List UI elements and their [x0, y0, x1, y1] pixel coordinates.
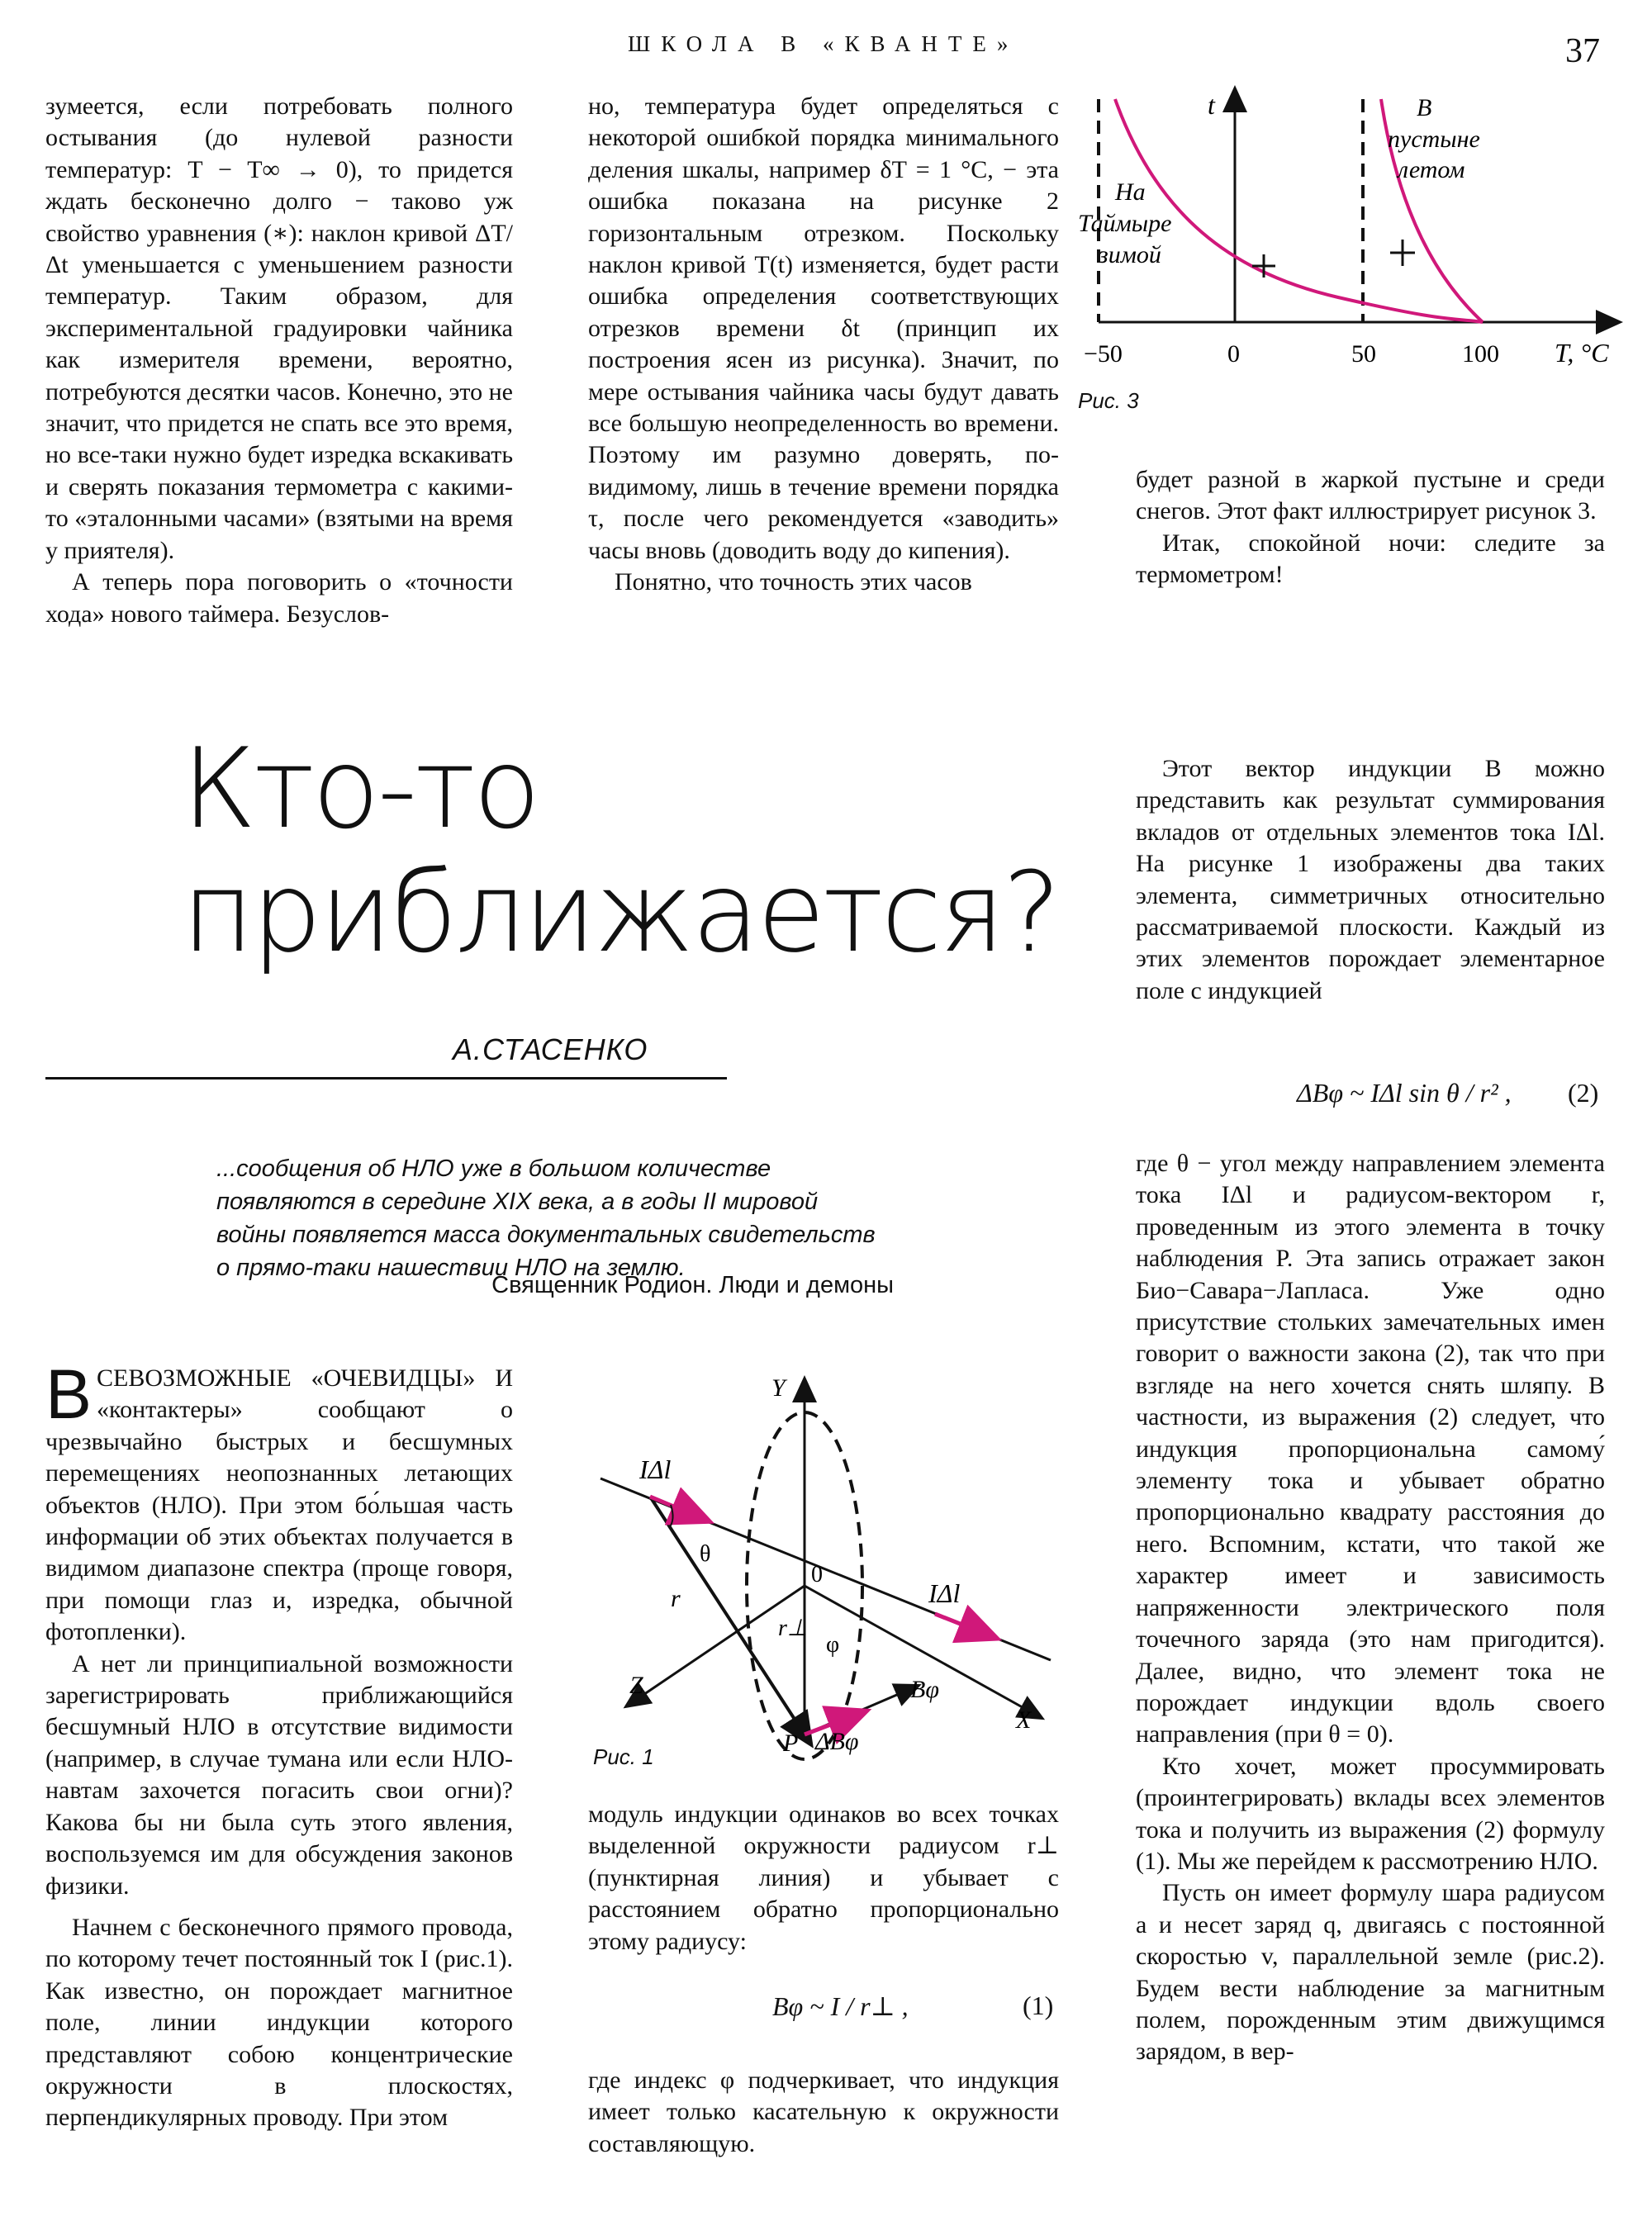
paragraph: Начнем с бесконечного прямого провода, по которому течет постоянный ток I (рис.1). Как известно, он порождает магнитное поле, линии индукции которого представляют собою концентрические окружности в плоскостях, перпендикулярных проводу. При этом	[45, 1913, 513, 2132]
article-title	[182, 724, 1059, 977]
page-number: 37	[1565, 32, 1600, 70]
tick-label: −50	[1084, 340, 1123, 368]
x-axis-label: T, °C	[1555, 338, 1609, 368]
label-theta: θ	[700, 1541, 711, 1567]
paragraph: А нет ли принципиальной возможности зарегистрировать приближающийся бесшумный НЛО в отсутствие видимости (например, в случае тумана или если НЛО-навтам захочется погасить свои огни)? Какова бы ни была суть этого явления, воспользуемся им для обсуждения законов физики.	[45, 1649, 513, 1900]
tick-label: 50	[1351, 340, 1376, 368]
tick-label: 0	[1227, 340, 1240, 368]
column-1-top	[45, 91, 513, 630]
paragraph: зумеется, если потребовать полного остывания (до нулевой разности температур: T − T∞ → 0), то придется ждать бесконечно долго − таково уж свойство уравнения (∗): наклон кривой ΔT/Δt уменьшается с уменьшением разности температур. Таким образом, для экспериментальной градуировки чайника как измерителя времени, вероятно, потребуются десятки часов. Конечно, это не значит, что придется не спать все это время, но все-таки нужно будет изредка вскакивать и сверять показания термометра с какими-то «эталонными часами» (взятыми на время у приятеля).	[45, 93, 513, 564]
figure-3-caption: Рис. 3	[1078, 388, 1139, 413]
column-3-bottom	[1136, 1148, 1605, 2068]
paragraph	[45, 1355, 513, 1649]
label-desert: летом	[1398, 156, 1465, 183]
column-2-bottom-end	[588, 2065, 1059, 2160]
tick-label: 100	[1462, 340, 1499, 368]
column-2-bottom	[588, 1799, 1059, 1957]
column-2-top	[588, 91, 1059, 599]
paragraph: модуль индукции одинаков во всех точках выделенной окружности радиусом r⊥ (пунктирная линия) и убывает с расстоянием обратно пропорционально этому радиусу:	[588, 1801, 1059, 1955]
title-rule	[45, 1077, 727, 1080]
label-B-phi: Bφ	[910, 1676, 939, 1703]
label-r: r	[671, 1585, 681, 1612]
label-current-left: IΔl	[639, 1454, 672, 1484]
paragraph: будет разной в жаркой пустыне и среди снегов. Этот факт иллюстрирует рисунок 3.	[1136, 466, 1605, 525]
current-element-right	[935, 1614, 983, 1633]
drop-cap: В	[45, 1355, 93, 1433]
label-taimyr: На	[1115, 178, 1146, 206]
paragraph: Итак, спокойной ночи: следите за термометром!	[1136, 529, 1605, 589]
paragraph: А теперь пора поговорить о «точности хода» нового таймера. Безуслов-	[45, 568, 513, 628]
column-1-bottom	[45, 1355, 513, 2134]
label-desert: В	[1417, 94, 1432, 121]
paragraph: где индекс φ подчеркивает, что индукция имеет только касательную к окружности составляющую.	[588, 2067, 1059, 2157]
author: А.СТАСЕНКО	[453, 1032, 648, 1066]
epigraph: ...сообщения об НЛО уже в большом количестве появляются в середине XIX века, а в годы II мировой войны появляется масса документальных свидетельств о прямо-таки нашествии НЛО на землю.	[216, 1155, 876, 1281]
label-X: X	[1016, 1706, 1032, 1734]
paragraph: Понятно, что точность этих часов	[615, 568, 972, 596]
figure-3	[1066, 83, 1635, 380]
label-Y: Y	[771, 1374, 786, 1402]
label-current-right: IΔl	[928, 1578, 961, 1608]
formula-1: Bφ ~ I / r⊥ ,	[772, 1991, 909, 2021]
column-3-top	[1136, 464, 1605, 591]
column-3-article-top	[1136, 753, 1605, 1007]
label-r-perp: r⊥	[778, 1616, 808, 1641]
running-head: ШКОЛА В «КВАНТЕ»	[628, 31, 1019, 56]
paragraph: Этот вектор индукции B можно представить как результат суммирования вкладов от отдельных элементов тока IΔl. На рисунке 1 изображены два таких элемента, симметричных относительно рассматриваемой плоскости. Каждый из этих элементов порождает элементарное поле с индукцией	[1136, 755, 1605, 1004]
label-Z: Z	[629, 1672, 643, 1699]
label-desert: пустыне	[1388, 126, 1480, 153]
equation-number-2: (2)	[1568, 1078, 1599, 1108]
figure-1	[588, 1371, 1084, 1768]
title-line: приближается?	[182, 848, 1059, 977]
paragraph-text: СЕВОЗМОЖНЫЕ «ОЧЕВИДЦЫ» И «контактеры» сообщают о чрезвычайно быстрых и бесшумных перемещениях неопознанных летающих объектов (НЛО). При этом бо́льшая часть информации об этих объектах получается в видимом диапазоне спектра (проще говоря, при помощи глаз и, изредка, обычной фотопленки).	[45, 1364, 513, 1646]
formula-2: ΔBφ ~ IΔl sin θ / r² ,	[1297, 1078, 1512, 1108]
figure-1-caption: Рис. 1	[593, 1744, 654, 1769]
label-delta-B-phi: ΔBφ	[815, 1728, 859, 1755]
label-phi: φ	[826, 1632, 840, 1658]
paragraph: где θ − угол между направлением элемента тока IΔl и радиусом-вектором r, проведенным из этого элемента в точку наблюдения P. Эта запись отражает закон Био−Савара−Лапласа. Уже одно присутствие стольких замечательных имен говорит о важности закона (2), так что при взгляде на него хочется снять шляпу. В частности, из выражения (2) следует, что индукция пропорциональна самому́ элементу тока и убывает обратно пропорционально квадрату расстояния до него. Вспомним, кстати, что такой же характер имеет и зависимость напряженности электрического поля точечного заряда (это нам пригодится). Далее, видно, что элемент тока не порождает индукции вдоль своего направления (при θ = 0).	[1136, 1150, 1605, 1749]
paragraph: Кто хочет, может просуммировать (проинтегрировать) вклады всех элементов тока и получить из выражения (2) формулу (1). Мы же перейдем к рассмотрению НЛО.	[1136, 1752, 1605, 1875]
label-P: P	[783, 1730, 799, 1757]
label-taimyr: Таймыре	[1078, 210, 1172, 237]
equation-number-1: (1)	[1023, 1991, 1054, 2020]
paragraph: но, температура будет определяться с некоторой ошибкой порядка минимального деления шкалы, например δT = 1 °C, − эта ошибка показана на рисунке 2 горизонтальным отрезком. Поскольку наклон кривой T(t) изменяется, будет расти ошибка определения соответствующих отрезков времени δt (принцип их построения ясен из рисунка). Значит, по мере остывания чайника часы будут давать все большую неопределенность во времени. Поэтому им разумно доверять, по-видимому, лишь в течение времени порядка τ, после чего рекомендуется «заводить» часы вновь (доводить воду до кипения).	[588, 93, 1059, 564]
paragraph: Пусть он имеет формулу шара радиусом a и несет заряд q, двигаясь с постоянной скоростью v, параллельной земле (рис.2). Будем вести наблюдение за магнитным полем, порожденным этим движущимся зарядом, в вер-	[1136, 1879, 1605, 2066]
y-axis-label: t	[1208, 90, 1215, 120]
title-line: Кто-то	[182, 724, 539, 853]
epigraph-source: Священник Родион. Люди и демоны	[491, 1272, 894, 1298]
label-taimyr: зимой	[1099, 241, 1161, 268]
label-O: 0	[811, 1562, 823, 1587]
